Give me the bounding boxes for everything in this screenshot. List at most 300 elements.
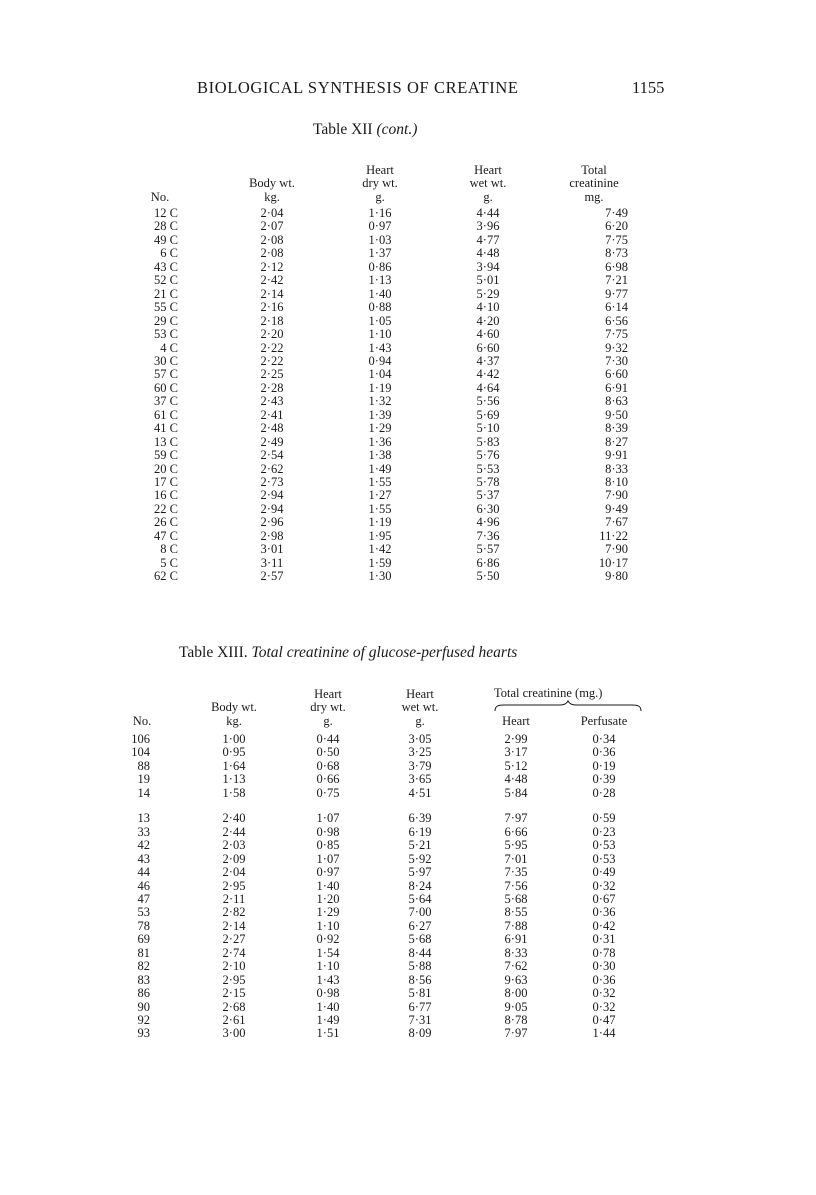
table-row [0,355,816,369]
table-cell: 60 C [154,380,178,395]
table-cell: 6·91 [504,932,528,947]
table-cell: 1·55 [368,475,392,489]
table-cell: 2·57 [260,569,284,584]
table-cell: 47 C [154,528,178,543]
table-cell: 0·66 [316,772,340,787]
table-cell: 1·54 [316,945,340,960]
table-cell: 0·53 [592,851,616,866]
table-cell: 3·00 [222,1026,246,1041]
table-row [0,449,816,463]
table-cell: 1·59 [368,555,392,570]
table-cell: 6·86 [476,555,500,570]
table-cell: 0·78 [592,945,616,960]
table-cell: 1·51 [316,1026,340,1041]
table-cell: 2·48 [260,421,284,436]
table-cell: 4·37 [476,353,500,368]
table-cell: 2·14 [222,918,246,933]
table-row [0,1027,816,1041]
table-cell: 3·65 [408,772,432,787]
table-cell: 2·42 [260,273,284,288]
table12-body [0,207,816,587]
table-cell: 3·94 [476,259,500,274]
table-cell: 3·25 [408,745,432,760]
table-row [0,315,816,329]
table-cell: 7·75 [605,232,628,247]
table-cell: 1·07 [316,811,340,826]
table-cell: 2·95 [222,878,246,893]
table-cell: 2·98 [260,528,284,543]
table-cell: 0·88 [368,300,392,315]
table-cell: 4·51 [408,785,432,800]
table-cell: 9·05 [504,999,528,1014]
table-cell: 1·03 [368,232,392,247]
table-cell: 0·85 [316,838,340,853]
table12-col-heart-wet: Heart wet wt. g. [469,162,507,204]
table-cell: 2·43 [260,394,284,409]
table-cell: 5·88 [408,959,432,974]
table-cell: 4·48 [504,772,528,787]
table-row [0,409,816,423]
table-cell: 53 [137,905,150,920]
table-cell: 1·43 [368,340,392,355]
table-cell: 2·08 [260,232,284,247]
table-cell: 17 C [154,475,178,489]
table-cell: 2·09 [222,851,246,866]
table13-col-no: No. [132,713,152,728]
table-cell: 7·97 [504,811,528,826]
table-cell: 83 [137,972,150,987]
table-row [0,853,816,867]
table-cell: 7·75 [605,327,628,342]
table-cell: 5·92 [408,851,432,866]
table-row [0,826,816,840]
table12-col-body-wt: Body wt. kg. [249,176,295,204]
table-cell: 8·39 [605,421,628,436]
table-cell: 2·96 [260,515,284,530]
table-cell: 4·10 [476,300,500,315]
table-cell: 3·01 [260,542,284,557]
table13-col-heart-dry: Heart dry wt. g. [310,686,346,728]
table-cell: 6·60 [476,340,500,355]
table-cell: 5·10 [476,421,500,436]
table-row [0,839,816,853]
table-cell: 1·58 [222,785,246,800]
table-row [0,760,816,774]
table-cell: 88 [137,758,150,773]
table-cell: 57 C [154,367,178,382]
table-cell: 6·56 [605,313,628,328]
table12-col-no: No. [150,189,170,204]
table-cell: 0·98 [316,986,340,1001]
table-cell: 0·23 [592,824,616,839]
table-cell: 6 C [160,246,178,261]
table-cell: 55 C [154,300,178,315]
table-cell: 7·62 [504,959,528,974]
table-cell: 0·94 [368,353,392,368]
table-row [0,557,816,571]
table-cell: 2·54 [260,448,284,463]
table13-total-creatinine-label: Total creatinine (mg.) [494,686,603,700]
page-number: 1155 [632,78,665,97]
table-cell: 3·11 [260,555,284,570]
table-cell: 42 [137,838,150,853]
table-cell: 7·21 [605,273,628,288]
table-cell: 5·37 [476,488,500,503]
table13-caption-prefix: Table XIII. [179,644,248,661]
table-cell: 5·29 [476,286,500,301]
table-row [0,543,816,557]
table-cell: 69 [137,932,150,947]
table12-col-heart-dry: Heart dry wt. g. [362,162,398,204]
table-row [0,489,816,503]
table13-body [0,733,816,1053]
table-cell: 1·64 [222,758,246,773]
table-cell: 1·19 [368,380,392,395]
table-cell: 6·19 [408,824,432,839]
table-cell: 0·67 [592,891,616,906]
table-cell: 2·07 [260,219,284,234]
table-cell: 9·91 [605,448,628,463]
table-cell: 53 C [154,327,178,342]
table-cell: 62 C [154,569,178,584]
table-cell: 0·34 [592,732,616,746]
table-cell: 8·33 [605,461,628,476]
table-row [0,503,816,517]
table-cell: 5·53 [476,461,500,476]
table-cell: 4·44 [476,206,500,220]
table-cell: 2·68 [222,999,246,1014]
table-row [0,773,816,787]
table12-caption-suffix: (cont.) [376,121,418,138]
table-cell: 8·33 [504,945,528,960]
table-cell: 1·07 [316,851,340,866]
table-cell: 3·17 [504,745,528,760]
table-cell: 1·32 [368,394,392,409]
table-cell: 2·27 [222,932,246,947]
table-cell: 1·10 [316,959,340,974]
table-cell: 13 C [154,434,178,449]
table-cell: 7·67 [605,515,628,530]
table-cell: 47 [137,891,150,906]
table-cell: 81 [137,945,150,960]
table12-header [0,162,816,204]
table-cell: 2·20 [260,327,284,342]
table-cell: 14 [137,785,150,800]
table-cell: 33 [137,824,150,839]
table-row [0,960,816,974]
table13-caption [179,644,517,662]
table-cell: 7·30 [605,353,628,368]
table-cell: 0·97 [316,865,340,880]
table13-col-body-wt: Body wt. kg. [211,700,257,728]
table-cell: 2·94 [260,501,284,516]
table-cell: 7·01 [504,851,528,866]
table-cell: 7·36 [476,528,500,543]
table-cell: 52 C [154,273,178,288]
table-cell: 0·98 [316,824,340,839]
running-title: BIOLOGICAL SYNTHESIS OF CREATINE [197,78,519,97]
table-cell: 9·50 [605,407,628,422]
table-cell: 16 C [154,488,178,503]
table-cell: 6·77 [408,999,432,1014]
table-cell: 8·24 [408,878,432,893]
table-row [0,933,816,947]
table-cell: 0·31 [592,932,616,947]
table-cell: 90 [137,999,150,1014]
table-cell: 7·90 [605,488,628,503]
table-cell: 5·12 [504,758,528,773]
table-cell: 86 [137,986,150,1001]
table-cell: 3·96 [476,219,500,234]
table-cell: 1·40 [316,878,340,893]
running-header [0,78,816,100]
table-cell: 4·42 [476,367,500,382]
table-cell: 2·22 [260,353,284,368]
table-cell: 43 C [154,259,178,274]
table-cell: 0·36 [592,905,616,920]
table-cell: 8·00 [504,986,528,1001]
table-cell: 2·40 [222,811,246,826]
table-cell: 44 [137,865,150,880]
table-cell: 0·86 [368,259,392,274]
table-cell: 6·60 [605,367,628,382]
table-cell: 61 C [154,407,178,422]
table-cell: 4·48 [476,246,500,261]
table-cell: 93 [137,1026,150,1041]
table-cell: 0·97 [368,219,392,234]
table-cell: 1·19 [368,515,392,530]
table-cell: 78 [137,918,150,933]
table-cell: 2·04 [260,206,284,220]
table-cell: 0·68 [316,758,340,773]
table-cell: 1·95 [368,528,392,543]
table-cell: 2·08 [260,246,284,261]
table-cell: 1·55 [368,501,392,516]
table-row [0,1014,816,1028]
table-cell: 3·79 [408,758,432,773]
table-cell: 26 C [154,515,178,530]
table-cell: 43 [137,851,150,866]
table-cell: 82 [137,959,150,974]
table13-caption-italic: Total creatinine of glucose-perfused hearts [251,644,518,661]
table-cell: 4·60 [476,327,500,342]
table-cell: 8·10 [605,475,628,489]
table-cell: 2·73 [260,475,284,489]
table-row [0,422,816,436]
table-cell: 0·36 [592,972,616,987]
table-cell: 1·10 [316,918,340,933]
table-cell: 0·44 [316,732,340,746]
table-cell: 2·61 [222,1013,246,1027]
table-cell: 10·17 [598,555,628,570]
table-cell: 13 [137,811,150,826]
table-row [0,261,816,275]
table-cell: 1·16 [368,206,392,220]
table-row [0,301,816,315]
table-cell: 0·59 [592,811,616,826]
table-cell: 9·63 [504,972,528,987]
table-cell: 12 C [154,206,178,220]
table-cell: 1·30 [368,569,392,584]
table-cell: 8 C [160,542,178,557]
table-cell: 2·44 [222,824,246,839]
table-cell: 7·88 [504,918,528,933]
table-cell: 1·29 [316,905,340,920]
table-cell: 8·73 [605,246,628,261]
table-row [0,476,816,490]
table-cell: 6·39 [408,811,432,826]
table-cell: 30 C [154,353,178,368]
table-row [0,234,816,248]
table-cell: 1·10 [368,327,392,342]
table-cell: 7·56 [504,878,528,893]
table-row [0,880,816,894]
table-cell: 5·50 [476,569,500,584]
table-cell: 21 C [154,286,178,301]
table-cell: 7·00 [408,905,432,920]
table-row [0,342,816,356]
table-cell: 5·68 [504,891,528,906]
table-cell: 1·40 [316,999,340,1014]
table-cell: 2·82 [222,905,246,920]
table-cell: 1·49 [316,1013,340,1027]
table-cell: 1·36 [368,434,392,449]
table-row [0,516,816,530]
table-cell: 6·91 [605,380,628,395]
table-cell: 2·74 [222,945,246,960]
table-cell: 4·77 [476,232,500,247]
table-cell: 6·98 [605,259,628,274]
table-row [0,866,816,880]
table-cell: 9·32 [605,340,628,355]
table-cell: 22 C [154,501,178,516]
table-row [0,463,816,477]
table-cell: 1·40 [368,286,392,301]
table-row [0,974,816,988]
table-cell: 2·25 [260,367,284,382]
table-row [0,530,816,544]
table-cell: 0·39 [592,772,616,787]
table-cell: 2·15 [222,986,246,1001]
table-cell: 37 C [154,394,178,409]
table-cell: 5·76 [476,448,500,463]
table-cell: 5·68 [408,932,432,947]
table12-caption-prefix: Table XII [313,121,373,138]
table-row [0,893,816,907]
table-cell: 49 C [154,232,178,247]
table-cell: 19 [137,772,150,787]
table13-col-heart-wet: Heart wet wt. g. [401,686,439,728]
table-cell: 0·36 [592,745,616,760]
table-cell: 7·90 [605,542,628,557]
table-row [0,987,816,1001]
table-row [0,570,816,584]
table-cell: 2·62 [260,461,284,476]
table-cell: 20 C [154,461,178,476]
table-cell: 2·16 [260,300,284,315]
table-row [0,920,816,934]
table-cell: 5·64 [408,891,432,906]
table-cell: 6·20 [605,219,628,234]
table-row [0,906,816,920]
table-cell: 1·37 [368,246,392,261]
table-row [0,247,816,261]
table-cell: 0·92 [316,932,340,947]
table-cell: 2·95 [222,972,246,987]
table-cell: 8·55 [504,905,528,920]
table-cell: 5·21 [408,838,432,853]
table-row [0,382,816,396]
table-cell: 1·49 [368,461,392,476]
table-cell: 8·09 [408,1026,432,1041]
table-cell: 0·32 [592,999,616,1014]
table-row [0,220,816,234]
table-cell: 5·78 [476,475,500,489]
table-cell: 9·77 [605,286,628,301]
table-cell: 0·32 [592,878,616,893]
table-row [0,812,816,826]
table-cell: 11·22 [599,528,628,543]
table-cell: 0·50 [316,745,340,760]
table-cell: 1·13 [368,273,392,288]
table-cell: 2·11 [222,891,246,906]
table-cell: 0·95 [222,745,246,760]
table-cell: 4·96 [476,515,500,530]
table-cell: 0·42 [592,918,616,933]
table-cell: 2·99 [504,732,528,746]
table-cell: 7·97 [504,1026,528,1041]
table-row [0,436,816,450]
table-cell: 2·18 [260,313,284,328]
table-cell: 8·78 [504,1013,528,1027]
table-cell: 1·39 [368,407,392,422]
table-cell: 5·81 [408,986,432,1001]
table-cell: 1·04 [368,367,392,382]
table-cell: 5·84 [504,785,528,800]
table-cell: 9·80 [605,569,628,584]
table-cell: 0·19 [592,758,616,773]
table-cell: 0·75 [316,785,340,800]
table-cell: 1·05 [368,313,392,328]
table-cell: 5·57 [476,542,500,557]
table13-col-perfusate: Perfusate [580,713,628,728]
table-cell: 1·43 [316,972,340,987]
table-cell: 2·22 [260,340,284,355]
table-cell: 0·49 [592,865,616,880]
table-cell: 6·30 [476,501,500,516]
table-cell: 8·56 [408,972,432,987]
table-cell: 1·38 [368,448,392,463]
table-cell: 2·49 [260,434,284,449]
table-cell: 8·27 [605,434,628,449]
table-cell: 7·35 [504,865,528,880]
table-cell: 6·14 [605,300,628,315]
table-cell: 5·01 [476,273,500,288]
header-brace [494,700,642,712]
table-row [0,733,816,747]
table-cell: 4·20 [476,313,500,328]
table-cell: 6·27 [408,918,432,933]
table-cell: 8·44 [408,945,432,960]
table12-col-total-creatinine: Total creatinine mg. [569,162,619,204]
table-cell: 106 [131,732,150,746]
table-cell: 0·53 [592,838,616,853]
table-cell: 5·95 [504,838,528,853]
table-row [0,1001,816,1015]
table-cell: 28 C [154,219,178,234]
table-row [0,328,816,342]
table-row [0,274,816,288]
